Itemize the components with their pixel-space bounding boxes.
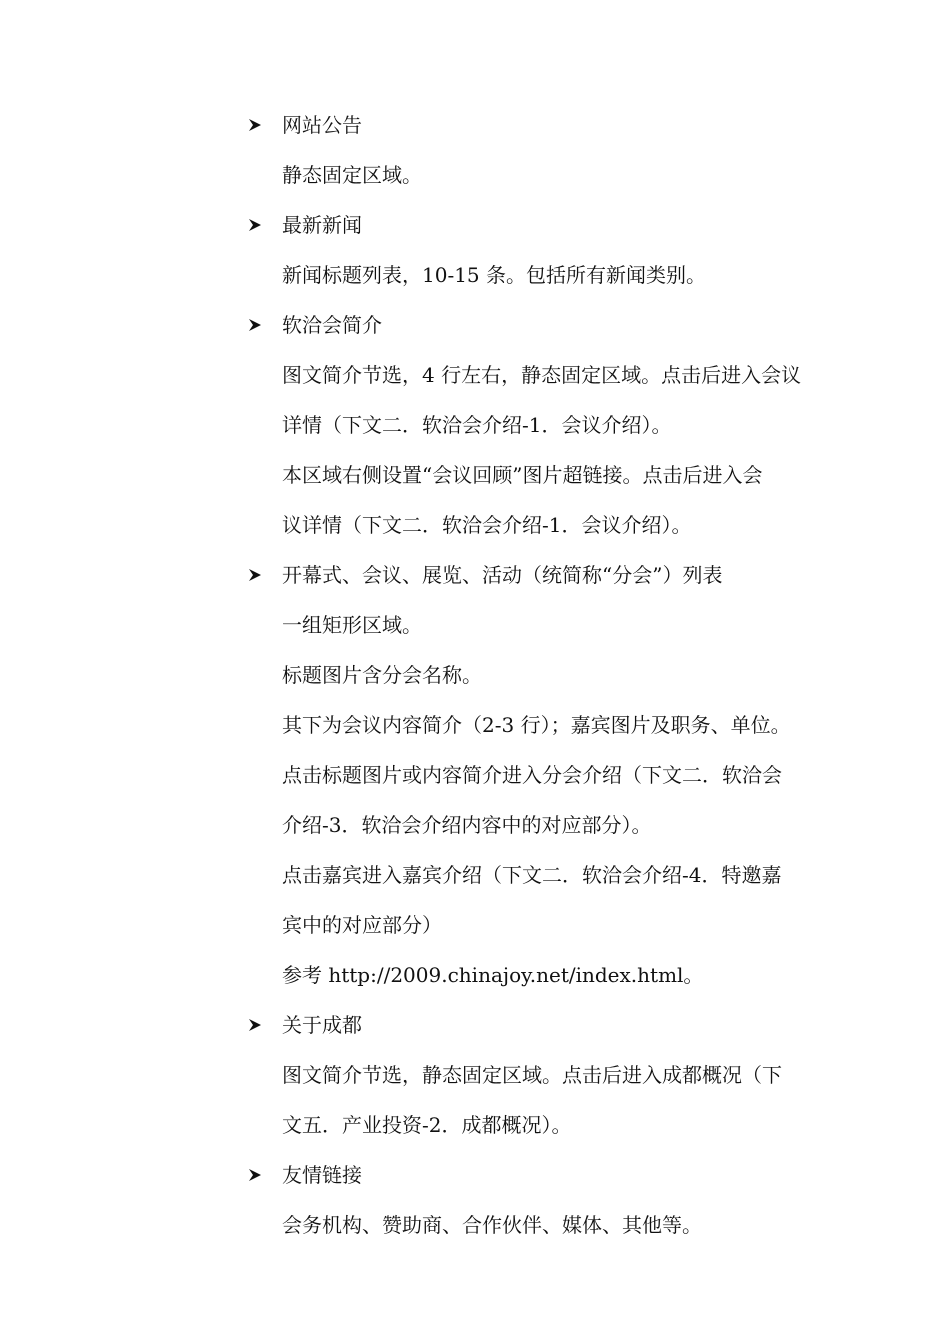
- body-line: 图文简介节选，4 行左右，静态固定区域。点击后进入会议: [282, 363, 802, 387]
- document-content: [248, 100, 878, 1250]
- arrowhead-bullet-icon: [248, 200, 268, 250]
- section-title: 关于成都: [282, 1013, 362, 1037]
- arrowhead-bullet-icon: [248, 1000, 268, 1050]
- body-line: 静态固定区域。: [282, 163, 422, 187]
- section-body: [282, 1050, 862, 1150]
- body-line: 点击标题图片或内容简介进入分会介绍（下文二．软洽会: [282, 763, 782, 787]
- body-line: 议详情（下文二．软洽会介绍-1．会议介绍）。: [282, 513, 692, 537]
- section-title: 软洽会简介: [282, 313, 382, 337]
- body-line: 详情（下文二．软洽会介绍-1．会议介绍）。: [282, 413, 672, 437]
- section-heading-latest-news: [248, 200, 878, 250]
- body-line: 图文简介节选，静态固定区域。点击后进入成都概况（下: [282, 1063, 782, 1087]
- section-title: 开幕式、会议、展览、活动（统简称“分会”）列表: [282, 563, 723, 587]
- section-title: 网站公告: [282, 113, 362, 137]
- body-line: 其下为会议内容简介（2-3 行）；嘉宾图片及职务、单位。: [282, 713, 791, 737]
- body-line: 会务机构、赞助商、合作伙伴、媒体、其他等。: [282, 1213, 702, 1237]
- arrowhead-bullet-icon: [248, 300, 268, 350]
- body-line: 新闻标题列表，10-15 条。包括所有新闻类别。: [282, 263, 707, 287]
- section-body: [282, 1200, 862, 1250]
- section-heading-friendly-links: [248, 1150, 878, 1200]
- section-body: [282, 600, 862, 1000]
- section-body: [282, 350, 862, 550]
- section-title: 友情链接: [282, 1163, 362, 1187]
- section-heading-about-chengdu: [248, 1000, 878, 1050]
- arrowhead-bullet-icon: [248, 1150, 268, 1200]
- body-line: 标题图片含分会名称。: [282, 663, 482, 687]
- arrowhead-bullet-icon: [248, 100, 268, 150]
- section-heading-sessions-list: [248, 550, 878, 600]
- section-heading-announcement: [248, 100, 878, 150]
- body-line: 本区域右侧设置“会议回顾”图片超链接。点击后进入会: [282, 463, 763, 487]
- body-line: 宾中的对应部分）: [282, 913, 442, 937]
- arrowhead-bullet-icon: [248, 550, 268, 600]
- body-line: 介绍-3．软洽会介绍内容中的对应部分）。: [282, 813, 652, 837]
- section-heading-fair-intro: [248, 300, 878, 350]
- section-body: [282, 250, 862, 300]
- body-line: 文五．产业投资-2．成都概况）。: [282, 1113, 572, 1137]
- body-line: 一组矩形区域。: [282, 613, 422, 637]
- section-body: [282, 150, 862, 200]
- section-title: 最新新闻: [282, 213, 362, 237]
- body-line: 参考 http://2009.chinajoy.net/index.html。: [282, 963, 704, 987]
- body-line: 点击嘉宾进入嘉宾介绍（下文二．软洽会介绍-4．特邀嘉: [282, 863, 782, 887]
